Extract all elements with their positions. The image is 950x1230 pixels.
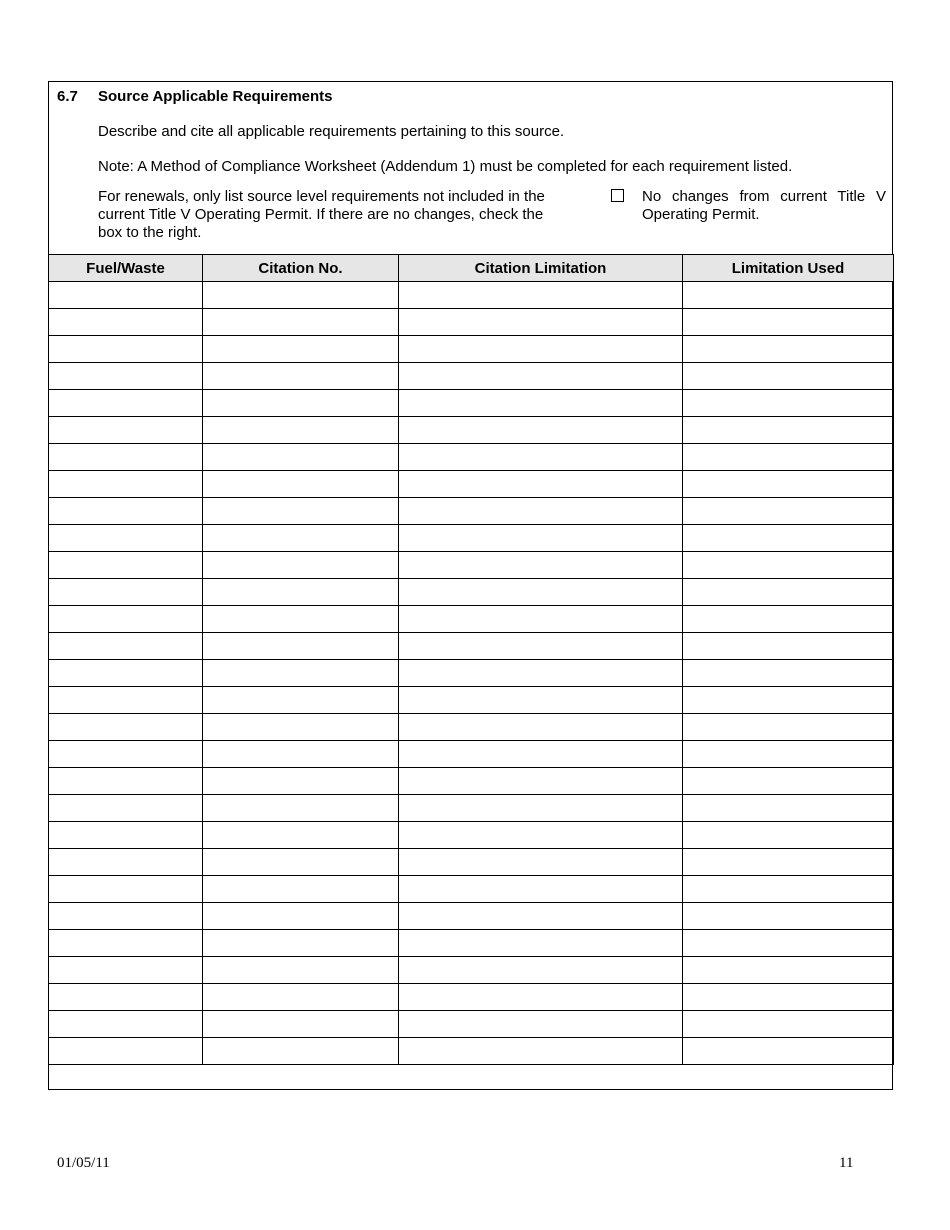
table-row	[49, 444, 894, 471]
citation-no-cell[interactable]	[203, 1038, 399, 1065]
fuel-waste-cell[interactable]	[49, 714, 203, 741]
citation-no-cell[interactable]	[203, 957, 399, 984]
citation-limitation-cell[interactable]	[399, 471, 683, 498]
citation-limitation-cell[interactable]	[399, 309, 683, 336]
section-number: 6.7	[57, 88, 78, 105]
table-row	[49, 795, 894, 822]
limitation-used-cell[interactable]	[683, 525, 894, 552]
limitation-used-cell[interactable]	[683, 741, 894, 768]
limitation-used-cell[interactable]	[683, 660, 894, 687]
citation-no-cell[interactable]	[203, 552, 399, 579]
table-row	[49, 390, 894, 417]
fuel-waste-cell[interactable]	[49, 417, 203, 444]
citation-limitation-cell[interactable]	[399, 849, 683, 876]
limitation-used-cell[interactable]	[683, 930, 894, 957]
citation-no-cell[interactable]	[203, 741, 399, 768]
citation-no-cell[interactable]	[203, 606, 399, 633]
citation-limitation-cell[interactable]	[399, 687, 683, 714]
fuel-waste-cell[interactable]	[49, 1011, 203, 1038]
citation-limitation-cell[interactable]	[399, 984, 683, 1011]
citation-no-cell[interactable]	[203, 660, 399, 687]
citation-no-cell[interactable]	[203, 390, 399, 417]
header-citation-limitation: Citation Limitation	[399, 255, 683, 282]
citation-limitation-cell[interactable]	[399, 822, 683, 849]
citation-no-cell[interactable]	[203, 930, 399, 957]
table-row	[49, 606, 894, 633]
intro-text: Describe and cite all applicable requirements pertaining to this source.	[98, 123, 565, 140]
citation-no-cell[interactable]	[203, 471, 399, 498]
fuel-waste-cell[interactable]	[49, 849, 203, 876]
citation-no-cell[interactable]	[203, 633, 399, 660]
citation-no-cell[interactable]	[203, 363, 399, 390]
limitation-used-cell[interactable]	[683, 417, 894, 444]
table-header-row	[49, 255, 894, 282]
table-row	[49, 471, 894, 498]
fuel-waste-cell[interactable]	[49, 498, 203, 525]
table-row	[49, 741, 894, 768]
citation-no-cell[interactable]	[203, 579, 399, 606]
footer-date: 01/05/11	[57, 1155, 110, 1171]
citation-no-cell[interactable]	[203, 1011, 399, 1038]
citation-limitation-cell[interactable]	[399, 606, 683, 633]
table-row	[49, 579, 894, 606]
citation-no-cell[interactable]	[203, 282, 399, 309]
section-title: Source Applicable Requirements	[98, 88, 333, 105]
fuel-waste-cell[interactable]	[49, 552, 203, 579]
fuel-waste-cell[interactable]	[49, 390, 203, 417]
table-row	[49, 633, 894, 660]
fuel-waste-cell[interactable]	[49, 579, 203, 606]
citation-no-cell[interactable]	[203, 687, 399, 714]
citation-limitation-cell[interactable]	[399, 957, 683, 984]
table-row	[49, 309, 894, 336]
header-citation-no: Citation No.	[203, 255, 399, 282]
citation-limitation-cell[interactable]	[399, 1038, 683, 1065]
table-row	[49, 849, 894, 876]
table-row	[49, 768, 894, 795]
citation-limitation-cell[interactable]	[399, 525, 683, 552]
citation-limitation-cell[interactable]	[399, 660, 683, 687]
citation-no-cell[interactable]	[203, 822, 399, 849]
fuel-waste-cell[interactable]	[49, 930, 203, 957]
fuel-waste-cell[interactable]	[49, 444, 203, 471]
limitation-used-cell[interactable]	[683, 849, 894, 876]
limitation-used-cell[interactable]	[683, 390, 894, 417]
citation-no-cell[interactable]	[203, 444, 399, 471]
table-row	[49, 552, 894, 579]
table-row	[49, 336, 894, 363]
citation-limitation-cell[interactable]	[399, 876, 683, 903]
citation-limitation-cell[interactable]	[399, 336, 683, 363]
table-row	[49, 714, 894, 741]
citation-no-cell[interactable]	[203, 525, 399, 552]
note-text: Note: A Method of Compliance Worksheet (Addendum 1) must be completed for each requirement listed.	[98, 158, 793, 175]
citation-limitation-cell[interactable]	[399, 930, 683, 957]
requirements-table	[48, 254, 894, 1065]
section-form	[48, 81, 893, 1090]
no-changes-label: No changes from current Title V Operating Permit.	[642, 188, 886, 223]
limitation-used-cell[interactable]	[683, 363, 894, 390]
fuel-waste-cell[interactable]	[49, 795, 203, 822]
table-row	[49, 417, 894, 444]
limitation-used-cell[interactable]	[683, 903, 894, 930]
citation-no-cell[interactable]	[203, 417, 399, 444]
citation-limitation-cell[interactable]	[399, 282, 683, 309]
fuel-waste-cell[interactable]	[49, 903, 203, 930]
no-changes-checkbox[interactable]	[611, 189, 624, 202]
fuel-waste-cell[interactable]	[49, 471, 203, 498]
fuel-waste-cell[interactable]	[49, 768, 203, 795]
limitation-used-cell[interactable]	[683, 336, 894, 363]
table-row	[49, 876, 894, 903]
citation-limitation-cell[interactable]	[399, 1011, 683, 1038]
limitation-used-cell[interactable]	[683, 714, 894, 741]
citation-no-cell[interactable]	[203, 795, 399, 822]
citation-no-cell[interactable]	[203, 498, 399, 525]
fuel-waste-cell[interactable]	[49, 1038, 203, 1065]
fuel-waste-cell[interactable]	[49, 336, 203, 363]
fuel-waste-cell[interactable]	[49, 525, 203, 552]
fuel-waste-cell[interactable]	[49, 363, 203, 390]
table-row	[49, 687, 894, 714]
page-number: 11	[839, 1155, 854, 1171]
citation-no-cell[interactable]	[203, 876, 399, 903]
citation-limitation-cell[interactable]	[399, 363, 683, 390]
limitation-used-cell[interactable]	[683, 471, 894, 498]
limitation-used-cell[interactable]	[683, 1038, 894, 1065]
citation-no-cell[interactable]	[203, 336, 399, 363]
citation-limitation-cell[interactable]	[399, 633, 683, 660]
table-row	[49, 1038, 894, 1065]
citation-no-cell[interactable]	[203, 714, 399, 741]
fuel-waste-cell[interactable]	[49, 876, 203, 903]
limitation-used-cell[interactable]	[683, 282, 894, 309]
citation-limitation-cell[interactable]	[399, 714, 683, 741]
limitation-used-cell[interactable]	[683, 768, 894, 795]
limitation-used-cell[interactable]	[683, 606, 894, 633]
citation-limitation-cell[interactable]	[399, 795, 683, 822]
fuel-waste-cell[interactable]	[49, 957, 203, 984]
citation-limitation-cell[interactable]	[399, 579, 683, 606]
fuel-waste-cell[interactable]	[49, 822, 203, 849]
limitation-used-cell[interactable]	[683, 309, 894, 336]
limitation-used-cell[interactable]	[683, 444, 894, 471]
limitation-used-cell[interactable]	[683, 876, 894, 903]
renewal-instructions: For renewals, only list source level requirements not included in the current Title V Operating Permit. If there are no changes, check the box to the right.	[98, 188, 545, 241]
limitation-used-cell[interactable]	[683, 552, 894, 579]
table-row	[49, 498, 894, 525]
limitation-used-cell[interactable]	[683, 633, 894, 660]
fuel-waste-cell[interactable]	[49, 633, 203, 660]
table-row	[49, 363, 894, 390]
citation-limitation-cell[interactable]	[399, 903, 683, 930]
table-row	[49, 984, 894, 1011]
limitation-used-cell[interactable]	[683, 822, 894, 849]
citation-limitation-cell[interactable]	[399, 741, 683, 768]
citation-limitation-cell[interactable]	[399, 552, 683, 579]
citation-no-cell[interactable]	[203, 849, 399, 876]
table-row	[49, 822, 894, 849]
fuel-waste-cell[interactable]	[49, 660, 203, 687]
limitation-used-cell[interactable]	[683, 1011, 894, 1038]
citation-limitation-cell[interactable]	[399, 498, 683, 525]
fuel-waste-cell[interactable]	[49, 309, 203, 336]
table-row	[49, 1011, 894, 1038]
fuel-waste-cell[interactable]	[49, 741, 203, 768]
citation-limitation-cell[interactable]	[399, 444, 683, 471]
limitation-used-cell[interactable]	[683, 687, 894, 714]
table-row	[49, 903, 894, 930]
table-row	[49, 930, 894, 957]
citation-limitation-cell[interactable]	[399, 768, 683, 795]
citation-no-cell[interactable]	[203, 903, 399, 930]
citation-no-cell[interactable]	[203, 768, 399, 795]
fuel-waste-cell[interactable]	[49, 687, 203, 714]
limitation-used-cell[interactable]	[683, 795, 894, 822]
citation-limitation-cell[interactable]	[399, 390, 683, 417]
limitation-used-cell[interactable]	[683, 498, 894, 525]
fuel-waste-cell[interactable]	[49, 282, 203, 309]
citation-no-cell[interactable]	[203, 309, 399, 336]
table-row	[49, 282, 894, 309]
table-body	[49, 282, 894, 1065]
header-fuel-waste: Fuel/Waste	[49, 255, 203, 282]
table-row	[49, 660, 894, 687]
fuel-waste-cell[interactable]	[49, 606, 203, 633]
limitation-used-cell[interactable]	[683, 579, 894, 606]
table-row	[49, 957, 894, 984]
fuel-waste-cell[interactable]	[49, 984, 203, 1011]
citation-no-cell[interactable]	[203, 984, 399, 1011]
limitation-used-cell[interactable]	[683, 984, 894, 1011]
citation-limitation-cell[interactable]	[399, 417, 683, 444]
limitation-used-cell[interactable]	[683, 957, 894, 984]
header-limitation-used: Limitation Used	[683, 255, 894, 282]
table-row	[49, 525, 894, 552]
